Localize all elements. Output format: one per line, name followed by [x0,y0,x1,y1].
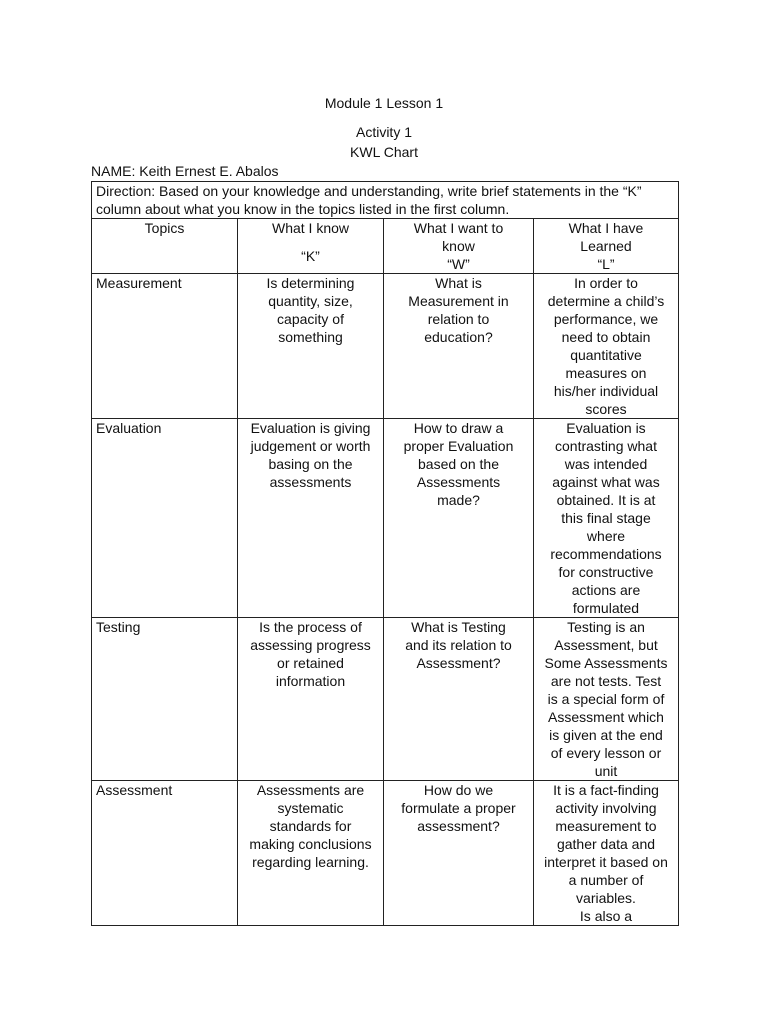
column-header-letter: “K” [301,248,320,264]
topic-cell: Evaluation [92,419,238,618]
topic-cell: Assessment [92,781,238,926]
column-header-topics [92,219,238,274]
kwl-table [91,181,679,926]
k-cell: Is determining quantity, size, capacity of something [238,274,384,419]
w-cell: What is Measurement in relation to education? [384,274,534,419]
k-cell: Evaluation is giving judgement or worth basing on the assessments [238,419,384,618]
l-cell: In order to determine a child’s performance, we need to obtain quantitative measures on his/her individual scores [534,274,679,419]
l-cell: Evaluation is contrasting what was intended against what was obtained. It is at this final stage where recommendations for constructive actions are formulated [534,419,679,618]
l-cell: Testing is an Assessment, but Some Assessments are not tests. Test is a special form of Assessment which is given at the end of every lesson or unit [534,618,679,781]
header-row [92,219,679,274]
table-row [92,618,679,781]
table-row [92,274,679,419]
topic-cell: Testing [92,618,238,781]
column-header-label: Topics [144,220,185,236]
student-name: NAME: Keith Ernest E. Abalos [91,163,279,179]
chart-title: KWL Chart [350,144,418,160]
table-row [92,781,679,926]
activity-title: Activity 1 [355,124,412,140]
l-cell: It is a fact-finding activity involving measurement to gather data and interpret it based on a number of variables. Is also a [534,781,679,926]
table-row [92,419,679,618]
w-cell: How to draw a proper Evaluation based on the Assessments made? [384,419,534,618]
column-header-letter: “W” [447,256,470,272]
direction-row [92,182,679,219]
topic-cell: Measurement [92,274,238,419]
column-header-letter: “L” [597,256,615,272]
w-cell: What is Testing and its relation to Assessment? [384,618,534,781]
k-cell: Assessments are systematic standards for making conclusions regarding learning. [238,781,384,926]
column-header-label: What I want to know [413,220,504,254]
module-title: Module 1 Lesson 1 [324,95,444,111]
k-cell: Is the process of assessing progress or retained information [238,618,384,781]
column-header-k [238,219,384,274]
w-cell: How do we formulate a proper assessment? [384,781,534,926]
column-header-w [384,219,534,274]
column-header-label: What I have Learned [568,220,644,254]
direction-text: Direction: Based on your knowledge and understanding, write brief statements in the “K” column about what you know in the topics listed in the first column. [92,182,679,219]
column-header-l [534,219,679,274]
column-header-label: What I know [271,220,350,236]
